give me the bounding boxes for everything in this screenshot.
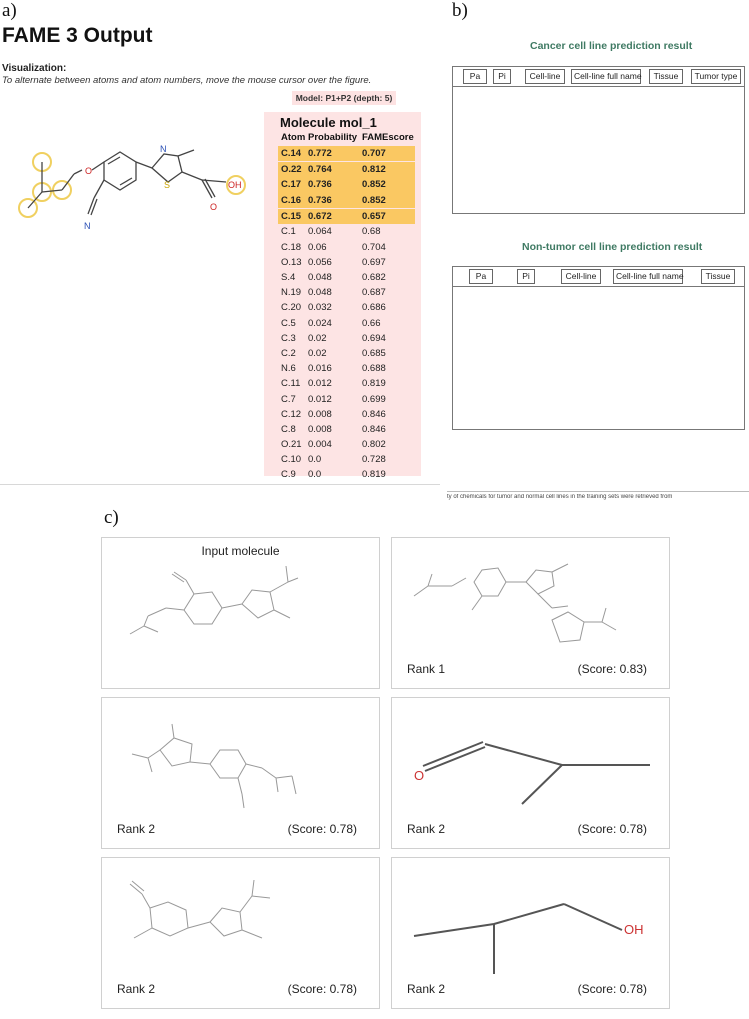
hydroxyl-label: OH — [228, 180, 242, 190]
famescore-cell: 0.846 — [362, 408, 386, 420]
table-row — [278, 407, 418, 422]
rank-label: Rank 2 — [117, 822, 156, 836]
input-molecule-title: Input molecule — [201, 544, 280, 558]
table-row — [278, 467, 418, 482]
oxygen-atom-label: O — [414, 768, 425, 783]
table-row — [278, 177, 415, 192]
probability-cell: 0.02 — [308, 347, 327, 359]
footer-text: ty of chemicals for tumor and normal cell lines in the training sets were retrieved from — [447, 494, 673, 500]
probability-cell: 0.012 — [308, 393, 332, 405]
probability-cell: 0.032 — [308, 302, 332, 314]
column-header-famescore: FAMEscore — [362, 132, 414, 143]
table-row — [278, 240, 418, 255]
atom-cell: C.14 — [281, 148, 302, 159]
cancer-table-header — [453, 67, 744, 87]
atom-cell: S.4 — [281, 272, 296, 283]
rank-label: Rank 1 — [407, 662, 446, 676]
atom-cell: N.19 — [281, 287, 302, 299]
atom-cell: C.2 — [281, 347, 296, 359]
atom-cell: C.18 — [281, 241, 302, 253]
nontumor-prediction-table — [452, 266, 745, 430]
cancer-col-tissue[interactable]: Tissue — [649, 69, 683, 84]
atom-cell: C.12 — [281, 408, 302, 420]
atom-cell: N.6 — [281, 363, 296, 375]
table-row — [278, 300, 418, 315]
table-row — [278, 193, 415, 208]
table-row — [278, 452, 418, 467]
atom-cell: O.21 — [281, 439, 302, 451]
atom-cell: C.10 — [281, 454, 302, 466]
table-row — [278, 422, 418, 437]
panel-label-b: b) — [452, 0, 468, 21]
probability-cell: 0.012 — [308, 378, 332, 390]
table-row — [278, 146, 415, 161]
sulfur-atom-label: S — [164, 180, 171, 190]
panel-label-c: c) — [104, 507, 119, 528]
probability-cell: 0.048 — [308, 287, 332, 299]
famescore-cell: 0.852 — [362, 195, 386, 207]
molecule-title: Molecule mol_1 — [280, 115, 377, 130]
probability-cell: 0.008 — [308, 423, 332, 435]
oxygen-atom-label: O — [85, 166, 93, 176]
cancer-prediction-table — [452, 66, 745, 214]
atom-cell: O.13 — [281, 256, 302, 268]
atom-cell: C.7 — [281, 393, 296, 405]
metabolite-card[interactable] — [391, 537, 670, 689]
atom-cell: C.9 — [281, 469, 296, 481]
cancer-prediction-title: Cancer cell line prediction result — [530, 40, 693, 52]
table-row — [278, 224, 418, 239]
rank-label: Rank 2 — [407, 982, 446, 996]
input-molecule-card[interactable] — [101, 537, 380, 689]
page-title: FAME 3 Output — [2, 24, 153, 47]
rank-label: Rank 2 — [407, 822, 446, 836]
score-label: (Score: 0.78) — [577, 822, 647, 836]
famescore-cell: 0.685 — [362, 347, 386, 359]
metabolite-card[interactable] — [391, 857, 670, 1009]
probability-cell: 0.772 — [308, 148, 332, 159]
probability-cell: 0.004 — [308, 439, 332, 451]
atom-cell: C.20 — [281, 302, 302, 314]
probability-cell: 0.0 — [308, 454, 322, 466]
nitrogen-atom-label: N — [84, 221, 91, 231]
famescore-cell: 0.699 — [362, 393, 386, 405]
atom-cell: C.8 — [281, 423, 296, 435]
atom-cell: O.22 — [281, 163, 302, 175]
famescore-cell: 0.657 — [362, 210, 386, 222]
famescore-cell: 0.68 — [362, 226, 381, 238]
table-row — [278, 162, 415, 177]
famescore-cell: 0.704 — [362, 241, 386, 253]
probability-cell: 0.048 — [308, 272, 332, 283]
nontumor-col-pi[interactable]: Pi — [517, 269, 535, 284]
input-molecule-structure — [102, 538, 381, 690]
table-row — [278, 209, 415, 224]
cancer-col-pa[interactable]: Pa — [463, 69, 487, 84]
nontumor-col-tissue[interactable]: Tissue — [701, 269, 735, 284]
probability-cell: 0.064 — [308, 226, 332, 238]
table-row — [278, 285, 418, 300]
molecule-visualization[interactable] — [12, 130, 262, 240]
metabolite-card[interactable] — [101, 697, 380, 849]
famescore-cell: 0.728 — [362, 454, 386, 466]
cancer-col-full-name[interactable]: Cell-line full name — [571, 69, 641, 84]
divider — [447, 491, 749, 492]
atom-cell: C.1 — [281, 226, 296, 238]
hydroxyl-label: OH — [624, 922, 644, 937]
cancer-col-pi[interactable]: Pi — [493, 69, 511, 84]
panel-label-a: a) — [2, 0, 17, 21]
score-label: (Score: 0.78) — [577, 982, 647, 996]
column-header-probability: Probability — [308, 132, 358, 143]
probability-cell: 0.0 — [308, 469, 322, 481]
table-row — [278, 316, 418, 331]
probability-cell: 0.024 — [308, 317, 332, 329]
nontumor-col-full-name[interactable]: Cell-line full name — [613, 269, 683, 284]
famescore-cell: 0.687 — [362, 287, 386, 299]
score-label: (Score: 0.78) — [287, 982, 357, 996]
famescore-cell: 0.688 — [362, 363, 386, 375]
nontumor-col-cell-line[interactable]: Cell-line — [561, 269, 601, 284]
famescore-cell: 0.819 — [362, 469, 386, 481]
atom-cell: C.17 — [281, 179, 302, 191]
model-badge: Model: P1+P2 (depth: 5) — [292, 91, 396, 105]
famescore-cell: 0.819 — [362, 378, 386, 390]
table-row — [278, 346, 418, 361]
atom-cell: C.16 — [281, 195, 302, 207]
atom-cell: C.5 — [281, 317, 296, 329]
column-header-atom: Atom — [281, 132, 306, 143]
nontumor-table-header — [453, 267, 744, 287]
famescore-cell: 0.686 — [362, 302, 386, 314]
visualization-description: To alternate between atoms and atom numbers, move the mouse cursor over the figure. — [2, 75, 372, 86]
divider — [0, 484, 440, 485]
table-row — [278, 331, 418, 346]
famescore-cell: 0.852 — [362, 179, 386, 191]
famescore-cell: 0.66 — [362, 317, 381, 329]
probability-cell: 0.672 — [308, 210, 332, 222]
thiazole-nitrogen-label: N — [160, 144, 167, 154]
visualization-heading: Visualization: — [2, 63, 67, 74]
rank-label: Rank 2 — [117, 982, 156, 996]
famescore-cell: 0.812 — [362, 163, 386, 175]
cancer-col-cell-line[interactable]: Cell-line — [525, 69, 565, 84]
probability-cell: 0.02 — [308, 332, 327, 344]
table-row — [278, 361, 418, 376]
table-row — [278, 255, 418, 270]
probability-cell: 0.008 — [308, 408, 332, 420]
probability-cell: 0.764 — [308, 163, 332, 175]
probability-cell: 0.06 — [308, 241, 327, 253]
famescore-cell: 0.697 — [362, 256, 386, 268]
probability-cell: 0.056 — [308, 256, 332, 268]
atom-cell: C.3 — [281, 332, 296, 344]
table-row — [278, 270, 418, 285]
cancer-col-tumor-type[interactable]: Tumor type — [691, 69, 741, 84]
probability-cell: 0.736 — [308, 195, 332, 207]
nontumor-col-pa[interactable]: Pa — [469, 269, 493, 284]
atom-cell: C.15 — [281, 210, 302, 222]
famescore-cell: 0.694 — [362, 332, 386, 344]
probability-cell: 0.736 — [308, 179, 332, 191]
probability-cell: 0.016 — [308, 363, 332, 375]
carbonyl-oxygen-label: O — [210, 202, 218, 212]
famescore-cell: 0.707 — [362, 148, 386, 159]
table-row — [278, 376, 418, 391]
table-row — [278, 437, 418, 452]
atom-cell: C.11 — [281, 378, 301, 390]
results-table — [278, 146, 418, 483]
famescore-cell: 0.802 — [362, 439, 386, 451]
score-label: (Score: 0.83) — [577, 662, 647, 676]
famescore-cell: 0.682 — [362, 272, 386, 283]
nontumor-prediction-title: Non-tumor cell line prediction result — [522, 241, 703, 253]
score-label: (Score: 0.78) — [287, 822, 357, 836]
table-row — [278, 392, 418, 407]
famescore-cell: 0.846 — [362, 423, 386, 435]
metabolite-card[interactable] — [101, 857, 380, 1009]
metabolite-card[interactable] — [391, 697, 670, 849]
